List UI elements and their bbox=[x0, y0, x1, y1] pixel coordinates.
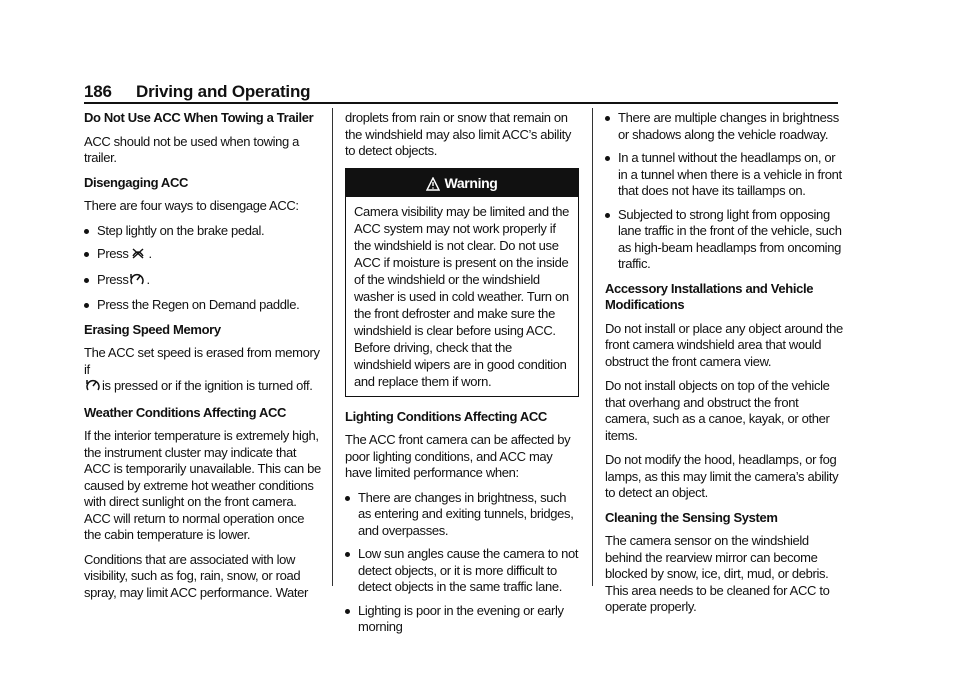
list-item bbox=[84, 223, 324, 240]
column-1 bbox=[84, 110, 324, 609]
bullet-icon bbox=[345, 609, 350, 614]
disengage-list bbox=[84, 223, 324, 314]
paragraph-towing: ACC should not be used when towing a trailer. bbox=[84, 133, 300, 165]
list-item-text: Step lightly on the brake pedal. bbox=[97, 222, 265, 238]
list-item-text: Press the Regen on Demand paddle. bbox=[97, 297, 300, 312]
list-item-text: There are changes in brightness, such as entering and exiting tunnels, bridges, and overpasses. bbox=[358, 489, 574, 538]
warning-triangle-icon bbox=[426, 177, 440, 191]
bullet-icon bbox=[84, 303, 89, 308]
warning-box bbox=[345, 168, 579, 397]
heading-cleaning: Cleaning the Sensing System bbox=[605, 509, 778, 525]
paragraph-accessory-2: Do not install objects on top of the vehicle that overhang and obstruct the front camera, such as a canoe, kayak, or other items. bbox=[605, 378, 830, 443]
bullet-icon bbox=[84, 229, 89, 234]
list-item-text: . bbox=[146, 271, 150, 287]
paragraph-accessory-3: Do not modify the hood, headlamps, or fog lamps, as this may limit the camera’s ability to detect an object. bbox=[605, 452, 839, 500]
bullet-icon bbox=[345, 496, 350, 501]
heading-disengaging: Disengaging ACC bbox=[84, 174, 189, 190]
bullet-icon bbox=[605, 156, 610, 161]
heading-weather: Weather Conditions Affecting ACC bbox=[84, 404, 287, 420]
paragraph-weather-2: Conditions that are associated with low visibility, such as fog, rain, snow, or road spray, may limit ACC performance. Water bbox=[84, 551, 309, 600]
paragraph-disengaging: There are four ways to disengage ACC: bbox=[84, 198, 299, 213]
list-item bbox=[345, 603, 579, 636]
warning-text: Camera visibility may be limited and the ACC system may not work properly if the windshield is not clear. Do not use ACC if moisture is present on the inside of the windshield or the windshield washer is used in cold weather. Turn on the front defroster and make sure the windshield is clear before using ACC. Before driving, check that the windshield wipers are in good condition and replace them if worn. bbox=[354, 203, 570, 389]
heading-erasing-speed: Erasing Speed Memory bbox=[84, 321, 221, 337]
list-item-text: . bbox=[148, 246, 152, 261]
column-3 bbox=[605, 110, 845, 624]
column-divider bbox=[592, 108, 593, 586]
paragraph-erasing-speed: The ACC set speed is erased from memory if is pressed or if the ignition is turned off. bbox=[84, 345, 324, 397]
bullet-icon bbox=[84, 252, 89, 257]
page-header bbox=[84, 82, 838, 104]
list-item-text: In a tunnel without the headlamps on, or in a tunnel when there is a vehicle in front that does not have its taillamps on. bbox=[618, 150, 842, 198]
list-item-text: There are multiple changes in brightness or shadows along the vehicle roadway. bbox=[618, 110, 839, 142]
header-rule bbox=[84, 102, 838, 104]
list-item bbox=[84, 246, 324, 265]
bullet-icon bbox=[345, 552, 350, 557]
warning-title: Warning bbox=[444, 174, 498, 191]
paragraph-cleaning: The camera sensor on the windshield behind the rearview mirror can become blocked by snow, ice, dirt, mud, or debris. This area needs to be cleaned for ACC to operate properly. bbox=[605, 533, 830, 614]
list-item-text: Low sun angles cause the camera to not detect objects, or it is more difficult to detect objects in the same traffic lane. bbox=[358, 546, 579, 594]
list-item bbox=[345, 546, 579, 596]
list-item bbox=[84, 272, 324, 291]
section-title: Driving and Operating bbox=[136, 82, 311, 101]
heading-towing: Do Not Use ACC When Towing a Trailer bbox=[84, 110, 314, 125]
list-item bbox=[84, 297, 324, 314]
cruise-control-icon bbox=[86, 378, 100, 397]
page-number: 186 bbox=[84, 82, 112, 101]
paragraph-continued: droplets from rain or snow that remain on the windshield may also limit ACC’s ability to detect objects. bbox=[345, 110, 572, 158]
lighting-list-continued bbox=[605, 110, 845, 273]
paragraph-lighting: The ACC front camera can be affected by poor lighting conditions, and ACC may have limited performance when: bbox=[345, 432, 571, 480]
paragraph-accessory-1: Do not install or place any object around the front camera windshield area that would obstruct the front camera view. bbox=[605, 320, 843, 369]
column-2 bbox=[345, 110, 579, 644]
list-item-text: Subjected to strong light from opposing lane traffic in the front of the vehicle, such as high-beam headlamps from oncoming traffic. bbox=[618, 206, 842, 271]
bullet-icon bbox=[84, 278, 89, 283]
heading-accessory: Accessory Installations and Vehicle Modifications bbox=[605, 280, 814, 312]
paragraph-weather-1: If the interior temperature is extremely high, the instrument cluster may indicate that ACC is temporarily unavailable. This can be caused by extreme hot weather conditions with direct sunlight on the front camera. ACC will return to normal operation once the cabin temperature is lower. bbox=[84, 428, 321, 542]
column-divider bbox=[332, 108, 333, 586]
heading-lighting: Lighting Conditions Affecting ACC bbox=[345, 408, 547, 424]
lighting-list bbox=[345, 490, 579, 636]
list-item-text: Press bbox=[97, 271, 129, 287]
cruise-control-icon bbox=[130, 272, 144, 291]
bullet-icon bbox=[605, 116, 610, 121]
warning-header bbox=[346, 169, 578, 197]
bullet-icon bbox=[605, 213, 610, 218]
list-item bbox=[605, 207, 845, 273]
list-item bbox=[605, 110, 845, 143]
list-item bbox=[345, 490, 579, 540]
acc-cancel-icon bbox=[130, 247, 146, 265]
list-item-text: Press bbox=[97, 246, 129, 261]
list-item bbox=[605, 150, 845, 200]
list-item-text: Lighting is poor in the evening or early morning bbox=[358, 602, 564, 634]
